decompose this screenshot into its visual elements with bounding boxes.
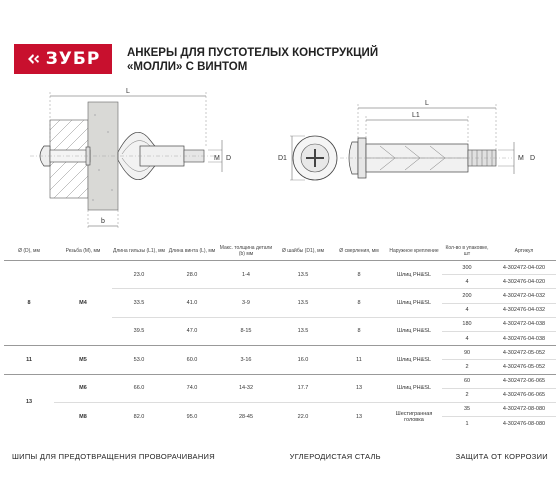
right-dim-L1: L1 xyxy=(412,112,420,119)
drive-cell: Шлиц PH&SL xyxy=(386,261,442,289)
header-cell: Резьба (M), мм xyxy=(65,248,101,254)
thickness-cell: 3-16 xyxy=(218,346,274,374)
sleeve-length-cell: 82.0 xyxy=(133,413,145,420)
drive-cell: Шлиц PH&SL xyxy=(386,289,442,317)
brand-name: ЗУБР xyxy=(45,49,101,69)
left-dim-L: L xyxy=(126,88,130,95)
table-header-row xyxy=(4,242,556,261)
sleeve-length-cell: 23.0 xyxy=(112,261,166,289)
qty-cell: 300 xyxy=(442,261,492,275)
screw-length-cell: 74.0 xyxy=(166,374,218,402)
header-cell: Ø (D), мм xyxy=(18,248,40,254)
screw-length-cell: 60.0 xyxy=(166,346,218,374)
article-cell: 4-302472-05-052 xyxy=(492,346,556,360)
table-row xyxy=(4,402,556,416)
sleeve-length-cell: 33.5 xyxy=(112,289,166,317)
diameter-cell: 8 xyxy=(4,261,54,346)
right-dim-D: D xyxy=(530,155,536,162)
qty-cell: 4 xyxy=(442,275,492,289)
sleeve-length-cell: 39.5 xyxy=(133,328,145,335)
screw-length-cell: 28.0 xyxy=(166,261,218,289)
screw-length-cell: 95.0 xyxy=(186,413,198,420)
sleeve-length-cell: 53.0 xyxy=(112,346,166,374)
sleeve-length-cell: 66.0 xyxy=(112,374,166,402)
qty-cell: 2 xyxy=(465,363,469,370)
thickness-cell: 8-15 xyxy=(240,328,252,335)
article-cell: 4-302476-05-052 xyxy=(502,363,546,370)
article-cell: 4-302472-06-065 xyxy=(492,374,556,388)
article-cell: 4-302476-04-020 xyxy=(492,275,556,289)
table-row xyxy=(4,374,556,388)
screw-length-cell: 47.0 xyxy=(186,328,198,335)
washer-cell: 13.5 xyxy=(274,261,332,289)
header-cell: Кол-во в упаковке, шт xyxy=(445,245,489,257)
header-cell: Ø сверления, мм xyxy=(339,248,379,254)
washer-cell: 17.7 xyxy=(274,374,332,402)
article-cell: 4-302476-06-065 xyxy=(492,388,556,402)
feature-anti-rotation: ШИПЫ ДЛЯ ПРЕДОТВРАЩЕНИЯ ПРОВОРАЧИВАНИЯ xyxy=(12,451,215,461)
thickness-cell: 28-45 xyxy=(238,413,254,420)
thread-cell: M4 xyxy=(54,261,112,346)
left-dim-M: M xyxy=(214,155,220,162)
washer-cell: 22.0 xyxy=(297,413,309,420)
article-cell: 4-302476-04-038 xyxy=(502,335,546,342)
drill-cell: 13 xyxy=(355,413,363,420)
article-cell: 4-302472-04-020 xyxy=(492,261,556,275)
washer-cell: 16.0 xyxy=(274,346,332,374)
anchor-part-drawing xyxy=(278,100,535,180)
specification-table xyxy=(4,242,556,430)
thread-cell: M6 xyxy=(54,374,112,402)
qty-cell: 2 xyxy=(442,388,492,402)
header-cell: Артикул xyxy=(514,248,534,254)
drill-cell: 8 xyxy=(357,328,361,335)
thickness-cell: 1-4 xyxy=(218,261,274,289)
qty-cell: 1 xyxy=(465,420,469,427)
thread-cell: M5 xyxy=(54,346,112,374)
drive-cell: Шестигранная головка xyxy=(395,410,433,423)
article-cell: 4-302472-04-038 xyxy=(492,317,556,331)
drive-cell: Шлиц PH&SL xyxy=(386,374,442,402)
diameter-cell: 13 xyxy=(4,374,54,430)
right-dim-D1: D1 xyxy=(278,155,287,162)
left-dim-D: D xyxy=(226,155,232,162)
drill-cell: 11 xyxy=(332,346,386,374)
header-cell: Длина винта (L), мм xyxy=(168,248,216,254)
qty-cell: 60 xyxy=(442,374,492,388)
installed-anchor-drawing xyxy=(30,88,231,230)
drill-cell: 13 xyxy=(332,374,386,402)
article-cell: 4-302472-04-032 xyxy=(492,289,556,303)
table-row xyxy=(4,261,556,275)
technical-drawing xyxy=(0,80,560,235)
qty-cell: 200 xyxy=(442,289,492,303)
header-cell: Наружное крепление xyxy=(389,248,439,254)
article-cell: 4-302476-04-032 xyxy=(492,303,556,317)
qty-cell: 90 xyxy=(442,346,492,360)
qty-cell: 4 xyxy=(465,335,469,342)
washer-cell: 13.5 xyxy=(274,289,332,317)
page-title xyxy=(127,46,378,74)
qty-cell: 35 xyxy=(442,402,492,416)
drill-cell: 8 xyxy=(332,261,386,289)
title-line-1: АНКЕРЫ ДЛЯ ПУСТОТЕЛЫХ КОНСТРУКЦИЙ xyxy=(127,47,379,59)
diameter-cell: 11 xyxy=(4,346,54,374)
qty-cell: 4 xyxy=(442,303,492,317)
table-row xyxy=(4,346,556,360)
washer-cell: 13.5 xyxy=(297,328,309,335)
title-line-2: «МОЛЛИ» С ВИНТОМ xyxy=(127,61,248,73)
article-cell: 4-302476-08-080 xyxy=(502,420,546,427)
brand-logo xyxy=(14,44,112,74)
thickness-cell: 3-9 xyxy=(218,289,274,317)
header-cell: Длина гильзы (L1), мм xyxy=(113,248,165,254)
right-dim-L: L xyxy=(425,100,429,107)
left-dim-b: b xyxy=(101,218,105,225)
right-dim-M: M xyxy=(518,155,524,162)
thickness-cell: 14-32 xyxy=(218,374,274,402)
drill-cell: 8 xyxy=(332,289,386,317)
features-bar xyxy=(0,446,560,466)
feature-carbon-steel: УГЛЕРОДИСТАЯ СТАЛЬ xyxy=(289,451,381,461)
header-cell: Ø шайбы (D1), мм xyxy=(281,248,325,254)
header-cell: Макс. толщина детали (b) мм xyxy=(219,245,273,257)
screw-length-cell: 41.0 xyxy=(166,289,218,317)
drive-cell: Шлиц PH&SL xyxy=(396,328,432,335)
zubr-emblem-icon xyxy=(26,51,42,67)
thread-cell: M8 xyxy=(79,413,87,420)
article-cell: 4-302472-08-080 xyxy=(492,402,556,416)
qty-cell: 180 xyxy=(442,317,492,331)
feature-corrosion-protection: ЗАЩИТА ОТ КОРРОЗИИ xyxy=(455,451,548,461)
drive-cell: Шлиц PH&SL xyxy=(386,346,442,374)
